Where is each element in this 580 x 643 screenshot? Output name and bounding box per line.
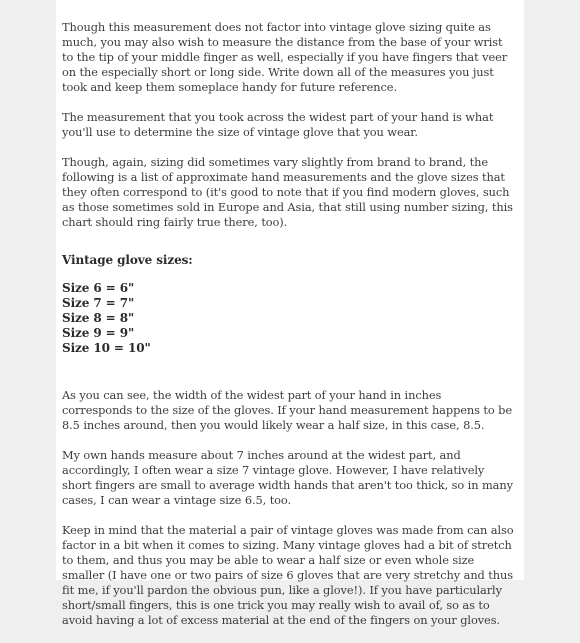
paragraph-material-stretch: Keep in mind that the material a pair of vintage gloves was made from can also factor in a bit when it comes to sizing. Many vintage gloves had a bit of stretch to them, and thus you may be able to wear a half size or even whole size smaller (I have one or two pairs of size 6 gloves that are very stretchy and thus fit me, if you'll pardon the obvious pun, like a glove!). If you have particularly short/small fingers, this is one trick you may really wish to avail of, so as to avoid having a lot of excess material at the end of the fingers on your gloves. bbox=[62, 523, 514, 627]
size-item: Size 7 = 7" bbox=[62, 296, 135, 310]
article-content bbox=[62, 20, 514, 643]
paragraph-widest-part: The measurement that you took across the widest part of your hand is what you'll use to determine the size of vintage glove that you wear. bbox=[62, 110, 494, 139]
size-item: Size 9 = 9" bbox=[62, 326, 135, 340]
paragraph-brand-variation: Though, again, sizing did sometimes vary slightly from brand to brand, the following is a list of approximate hand measurements and the glove sizes that they often correspond to (it's good to note that if you find modern gloves, such as those sometimes sold in Europe and Asia, that still using number sizing, this chart should ring fairly true there, too). bbox=[62, 155, 513, 229]
paragraph-finger-length: Though this measurement does not factor into vintage glove sizing quite as much, you may also wish to measure the distance from the base of your wrist to the tip of your middle finger as well, especially if you have fingers that veer on the especially short or long side. Write down all of the measures you just took and keep them someplace handy for future reference. bbox=[62, 20, 508, 94]
size-list bbox=[62, 281, 514, 356]
sizes-heading: Vintage glove sizes: bbox=[62, 253, 193, 267]
paragraph-own-hands: My own hands measure about 7 inches around at the widest part, and accordingly, I often wear a size 7 vintage glove. However, I have relatively short fingers are small to average width hands that aren't too thick, so in many cases, I can wear a vintage size 6.5, too. bbox=[62, 448, 513, 507]
article-page bbox=[56, 0, 524, 627]
size-item: Size 8 = 8" bbox=[62, 311, 135, 325]
size-item: Size 10 = 10" bbox=[62, 341, 151, 355]
paragraph-width-correspondence: As you can see, the width of the widest part of your hand in inches corresponds to the size of the gloves. If your hand measurement happens to be 8.5 inches around, then you would likely wear a half size, in this case, 8.5. bbox=[62, 388, 512, 432]
size-item: Size 6 = 6" bbox=[62, 281, 135, 295]
